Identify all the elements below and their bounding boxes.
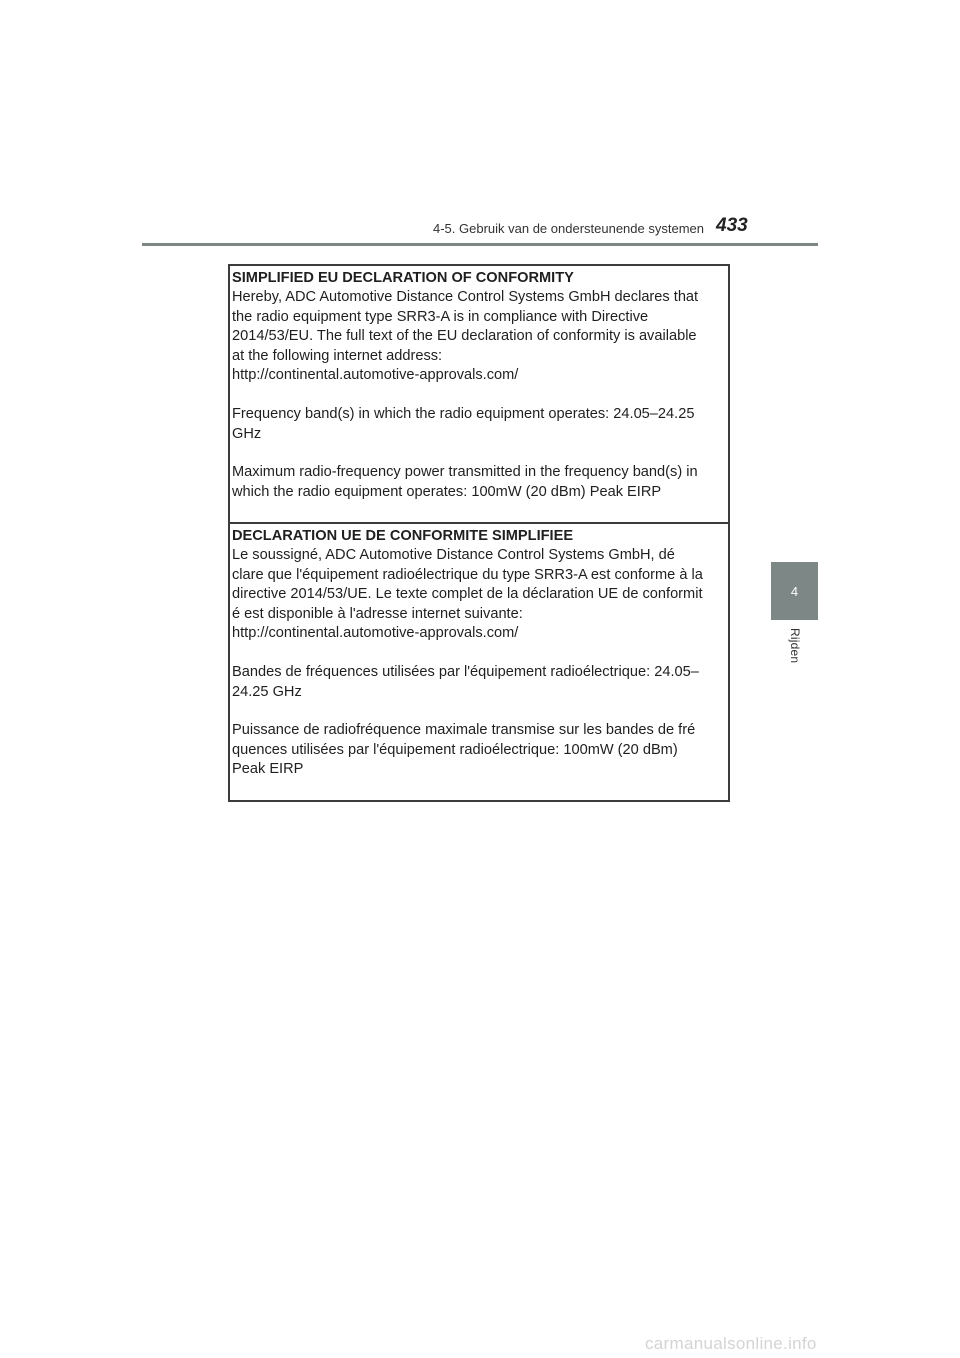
watermark: carmanualsonline.info [645,1334,817,1353]
text-line: at the following internet address: [232,347,443,364]
declaration-fr-paragraph-1 [232,546,726,644]
url-line: http://continental.automotive-approvals.com/ [232,367,519,384]
declaration-fr-paragraph-2 [232,663,726,702]
text-line: the radio equipment type SRR3-A is in compliance with Directive [232,308,649,325]
text-line: 2014/53/EU. The full text of the EU declaration of conformity is available [232,328,697,345]
declaration-fr [232,526,726,780]
text-line: clare que l'équipement radioélectrique du type SRR3-A est conforme à la [232,566,703,583]
declaration-en-paragraph-2 [232,405,726,444]
text-line: Le soussigné, ADC Automotive Distance Control Systems GmbH, dé [232,547,675,563]
section-divider [230,522,728,524]
page-number: 433 [716,215,748,236]
text-line: é est disponible à l'adresse internet suivante: [232,605,523,622]
section-title: 4-5. Gebruik van de ondersteunende systemen [432,221,704,236]
declaration-fr-paragraph-3 [232,721,726,780]
text-line: Peak EIRP [232,761,304,778]
text-line: Hereby, ADC Automotive Distance Control Systems GmbH declares that [232,289,699,305]
chapter-number: 4 [790,583,799,599]
declaration-en [232,268,726,502]
text-line: Bandes de fréquences utilisées par l'équipement radioélectrique: 24.05– [232,663,699,680]
text-line: directive 2014/53/UE. Le texte complet de la déclaration UE de conformit [232,586,703,603]
declaration-fr-title: DECLARATION UE DE CONFORMITE SIMPLIFIEE [232,528,574,544]
chapter-label: Rijden [788,628,802,664]
declaration-en-title: SIMPLIFIED EU DECLARATION OF CONFORMITY [232,270,574,286]
text-line: which the radio equipment operates: 100mW (20 dBm) Peak EIRP [232,483,662,500]
header-divider [142,243,818,246]
text-line: GHz [232,425,262,442]
declaration-box [228,264,730,802]
text-line: Puissance de radiofréquence maximale transmise sur les bandes de fré [232,722,696,739]
chapter-tab [771,562,818,620]
text-line: Frequency band(s) in which the radio equipment operates: 24.05–24.25 [232,405,695,422]
url-line: http://continental.automotive-approvals.com/ [232,625,519,642]
declaration-en-paragraph-1 [232,288,726,386]
text-line: 24.25 GHz [232,683,302,700]
declaration-en-paragraph-3 [232,463,726,502]
text-line: quences utilisées par l'équipement radioélectrique: 100mW (20 dBm) [232,741,678,758]
text-line: Maximum radio-frequency power transmitted in the frequency band(s) in [232,464,698,481]
